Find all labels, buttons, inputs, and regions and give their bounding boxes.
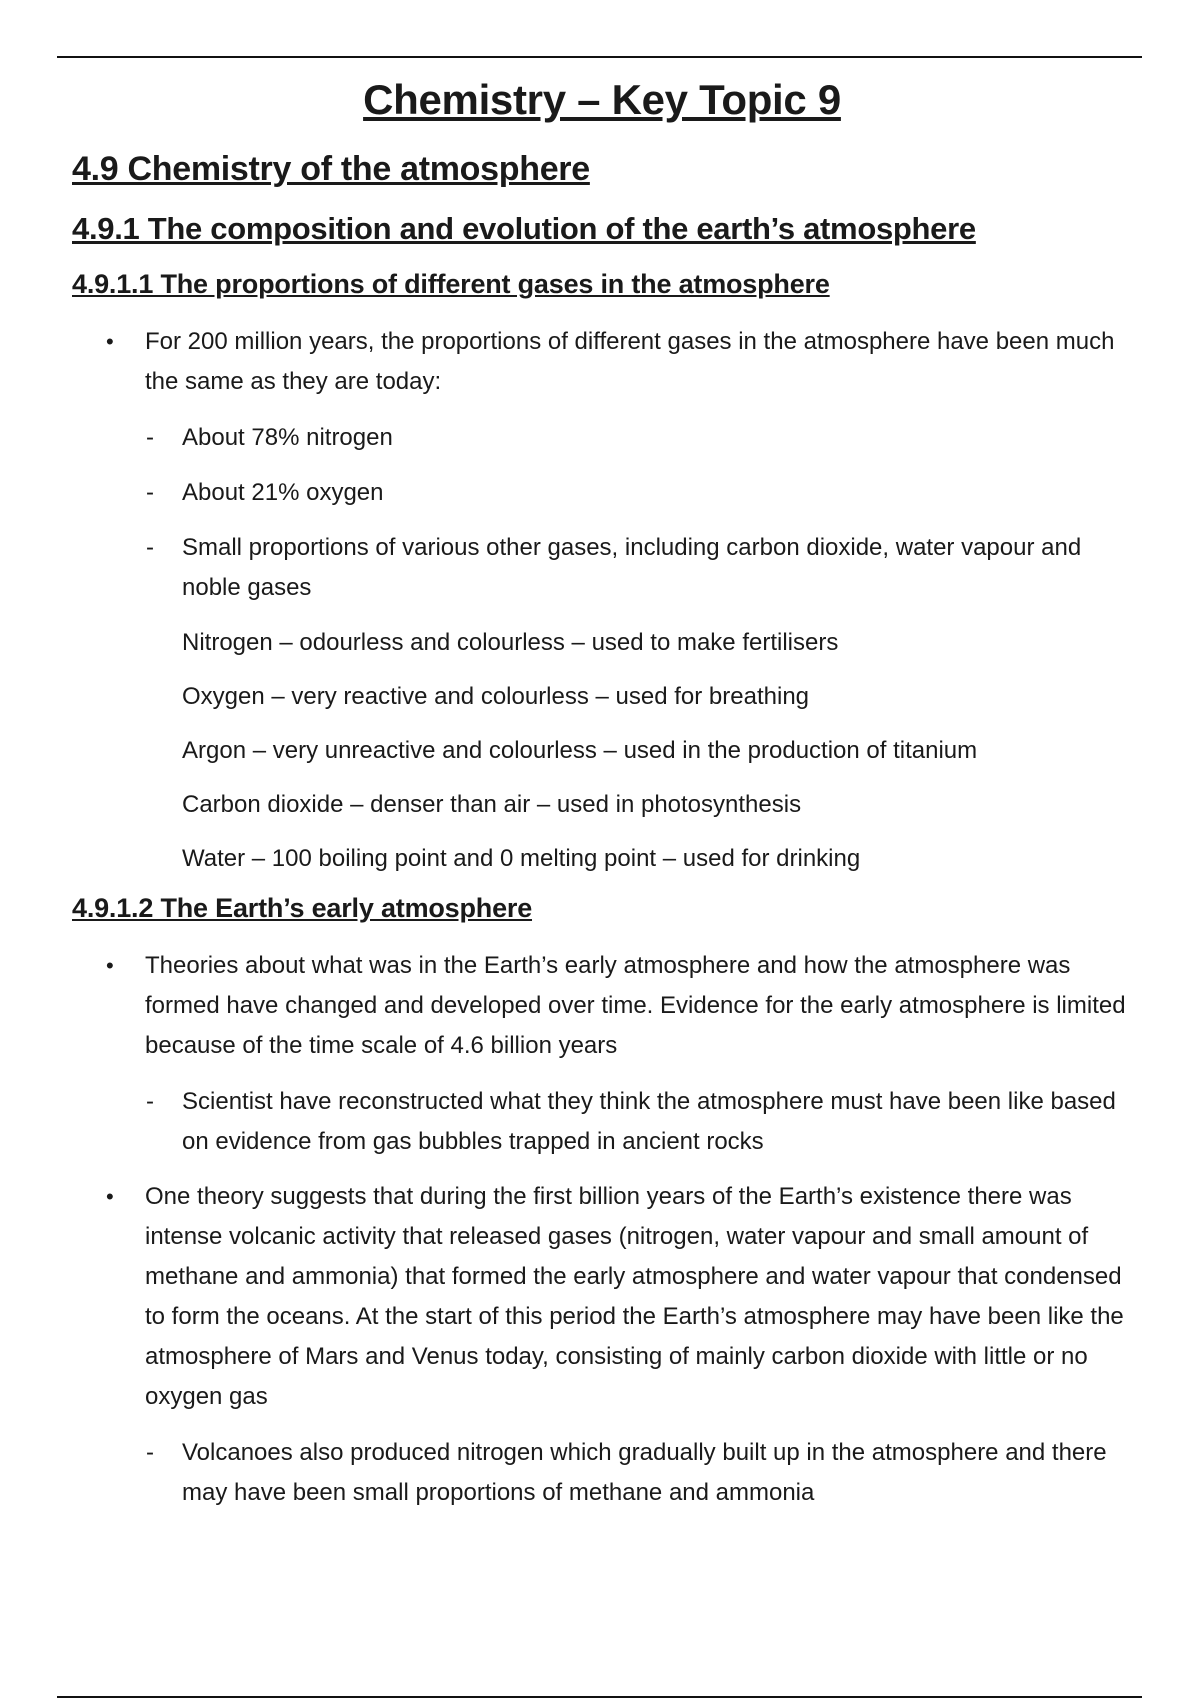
page-title: Chemistry – Key Topic 9: [363, 76, 841, 123]
gas-description: Nitrogen – odourless and colourless – used to make fertilisers: [182, 629, 839, 656]
dash-text: About 78% nitrogen: [182, 424, 393, 451]
list-item: [72, 1177, 1132, 1417]
dash-text: Small proportions of various other gases, including carbon dioxide, water vapour and noble gases: [182, 534, 1082, 601]
list-item: [72, 528, 1132, 608]
gas-description: Carbon dioxide – denser than air – used in photosynthesis: [182, 791, 802, 818]
bottom-rule: [57, 1696, 1142, 1698]
list-item: [72, 418, 1132, 458]
list-item: [72, 1082, 1132, 1162]
document-body: [72, 76, 1132, 1528]
list-item: [72, 946, 1132, 1066]
list-item: [72, 473, 1132, 513]
dash-marker: -: [146, 424, 154, 451]
gas-description: Oxygen – very reactive and colourless – used for breathing: [182, 683, 810, 710]
bullet-text: Theories about what was in the Earth’s early atmosphere and how the atmosphere was formed have changed and developed over time. Evidence for the early atmosphere is limited because of the time scale of 4.6 billion years: [145, 952, 1126, 1059]
dash-marker: -: [146, 479, 154, 506]
bullet-marker: •: [106, 329, 114, 354]
dash-text: Scientist have reconstructed what they think the atmosphere must have been like based on evidence from gas bubbles trapped in ancient rocks: [182, 1088, 1116, 1155]
dash-marker: -: [146, 534, 154, 561]
top-rule: [57, 56, 1142, 58]
bullet-text: One theory suggests that during the first billion years of the Earth’s existence there was intense volcanic activity that released gases (nitrogen, water vapour and small amount of methane and ammonia) that formed the early atmosphere and water vapour that condensed to form the oceans. At the start of this period the Earth’s atmosphere may have been like the atmosphere of Mars and Venus today, consisting of mainly carbon dioxide with little or no oxygen gas: [145, 1183, 1124, 1410]
dash-text: About 21% oxygen: [182, 479, 384, 506]
section-heading: 4.9 Chemistry of the atmosphere: [72, 150, 590, 188]
list-item: [72, 322, 1132, 402]
gas-description: Water – 100 boiling point and 0 melting point – used for drinking: [182, 845, 861, 872]
dash-marker: -: [146, 1439, 154, 1466]
bullet-text: For 200 million years, the proportions of different gases in the atmosphere have been much the same as they are today:: [145, 328, 1115, 395]
topic-heading-early-atmosphere: 4.9.1.2 The Earth’s early atmosphere: [72, 893, 533, 923]
list-item: [72, 1433, 1132, 1513]
topic-heading-gas-proportions: 4.9.1.1 The proportions of different gases in the atmosphere: [72, 269, 830, 299]
bullet-marker: •: [106, 953, 114, 978]
gas-description: Argon – very unreactive and colourless – used in the production of titanium: [182, 737, 978, 764]
bullet-marker: •: [106, 1184, 114, 1209]
dash-marker: -: [146, 1088, 154, 1115]
subsection-heading: 4.9.1 The composition and evolution of the earth’s atmosphere: [72, 211, 976, 246]
dash-text: Volcanoes also produced nitrogen which gradually built up in the atmosphere and there may have been small proportions of methane and ammonia: [182, 1439, 1107, 1506]
